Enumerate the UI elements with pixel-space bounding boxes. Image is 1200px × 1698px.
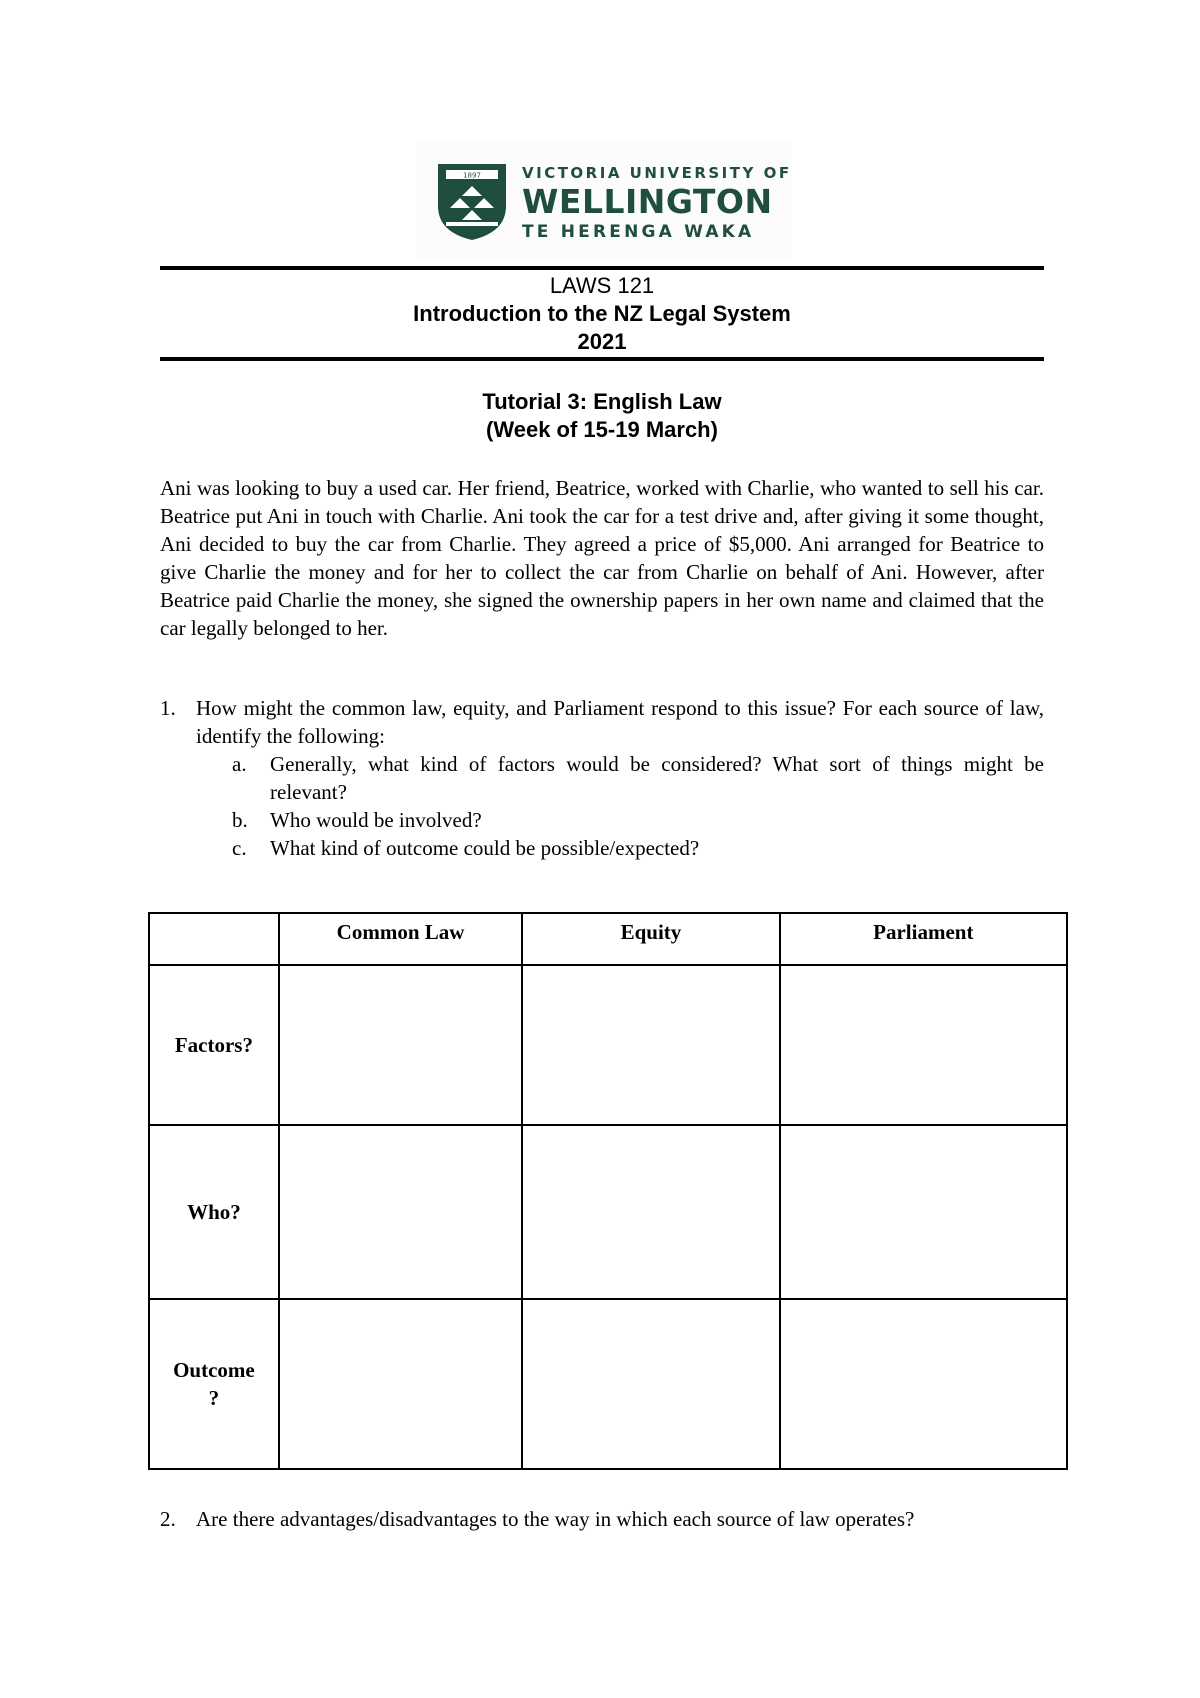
- table-row: [149, 1299, 1067, 1469]
- sub-question-text: Who would be involved?: [270, 808, 482, 832]
- course-code: LAWS 121: [549, 273, 655, 298]
- row-label-outcome: Outcome ?: [149, 1299, 279, 1469]
- sub-question-letter: c.: [232, 836, 247, 860]
- answer-cell[interactable]: [780, 1125, 1067, 1299]
- table-row: [149, 965, 1067, 1125]
- svg-text:1897: 1897: [463, 171, 481, 180]
- scenario-paragraph: Ani was looking to buy a used car. Her friend, Beatrice, worked with Charlie, who wanted to sell his car. Beatrice put Ani in touch with Charlie. Ani took the car for a test drive and, after giving it some thought, Ani decided to buy the car from Charlie. They agreed a price of $5,000. Ani arranged for Beatrice to give Charlie the money and for her to collect the car from Charlie on behalf of Ani. However, after Beatrice paid Charlie the money, she signed the ownership papers in her own name and claimed that the car legally belonged to her.: [160, 476, 1044, 640]
- answer-cell[interactable]: [279, 965, 522, 1125]
- tutorial-title: Tutorial 3: English Law: [482, 389, 722, 414]
- answer-cell[interactable]: [279, 1125, 522, 1299]
- question-text: Are there advantages/disadvantages to the way in which each source of law operates?: [196, 1507, 915, 1531]
- logo-line1: VICTORIA UNIVERSITY OF: [522, 164, 792, 182]
- answer-cell[interactable]: [522, 965, 779, 1125]
- row-label-who: Who?: [149, 1125, 279, 1299]
- table-header-equity: Equity: [522, 913, 779, 965]
- university-logo: [416, 140, 792, 258]
- shield-icon: [436, 162, 508, 242]
- logo-line2: WELLINGTON: [522, 182, 773, 221]
- table-header-cell-blank: [149, 913, 279, 965]
- header-bottom-rule: [160, 357, 1044, 361]
- question-number: 1.: [160, 696, 176, 720]
- row-label-factors: Factors?: [149, 965, 279, 1125]
- logo-line3: TE HERENGA WAKA: [522, 222, 755, 242]
- course-year: 2021: [577, 329, 627, 354]
- table-header-common-law: Common Law: [279, 913, 522, 965]
- course-title: Introduction to the NZ Legal System: [413, 301, 791, 326]
- answer-cell[interactable]: [780, 965, 1067, 1125]
- logo-wordmark: [522, 164, 792, 242]
- sub-question-text: Generally, what kind of factors would be considered? What sort of things might be relevant?: [270, 752, 1044, 804]
- sub-question-text: What kind of outcome could be possible/expected?: [270, 836, 700, 860]
- sub-question-letter: b.: [232, 808, 248, 832]
- answer-cell[interactable]: [522, 1125, 779, 1299]
- table-header-parliament: Parliament: [780, 913, 1067, 965]
- table-header-row: [149, 913, 1067, 965]
- answer-cell[interactable]: [780, 1299, 1067, 1469]
- answer-cell[interactable]: [279, 1299, 522, 1469]
- table-row: [149, 1125, 1067, 1299]
- sub-question-letter: a.: [232, 752, 247, 776]
- tutorial-week: (Week of 15-19 March): [486, 417, 718, 442]
- response-table: [148, 912, 1068, 1470]
- question-text: How might the common law, equity, and Parliament respond to this issue? For each source of law, identify the following:: [196, 696, 1044, 748]
- answer-cell[interactable]: [522, 1299, 779, 1469]
- header-top-rule: [160, 266, 1044, 270]
- question-number: 2.: [160, 1507, 176, 1531]
